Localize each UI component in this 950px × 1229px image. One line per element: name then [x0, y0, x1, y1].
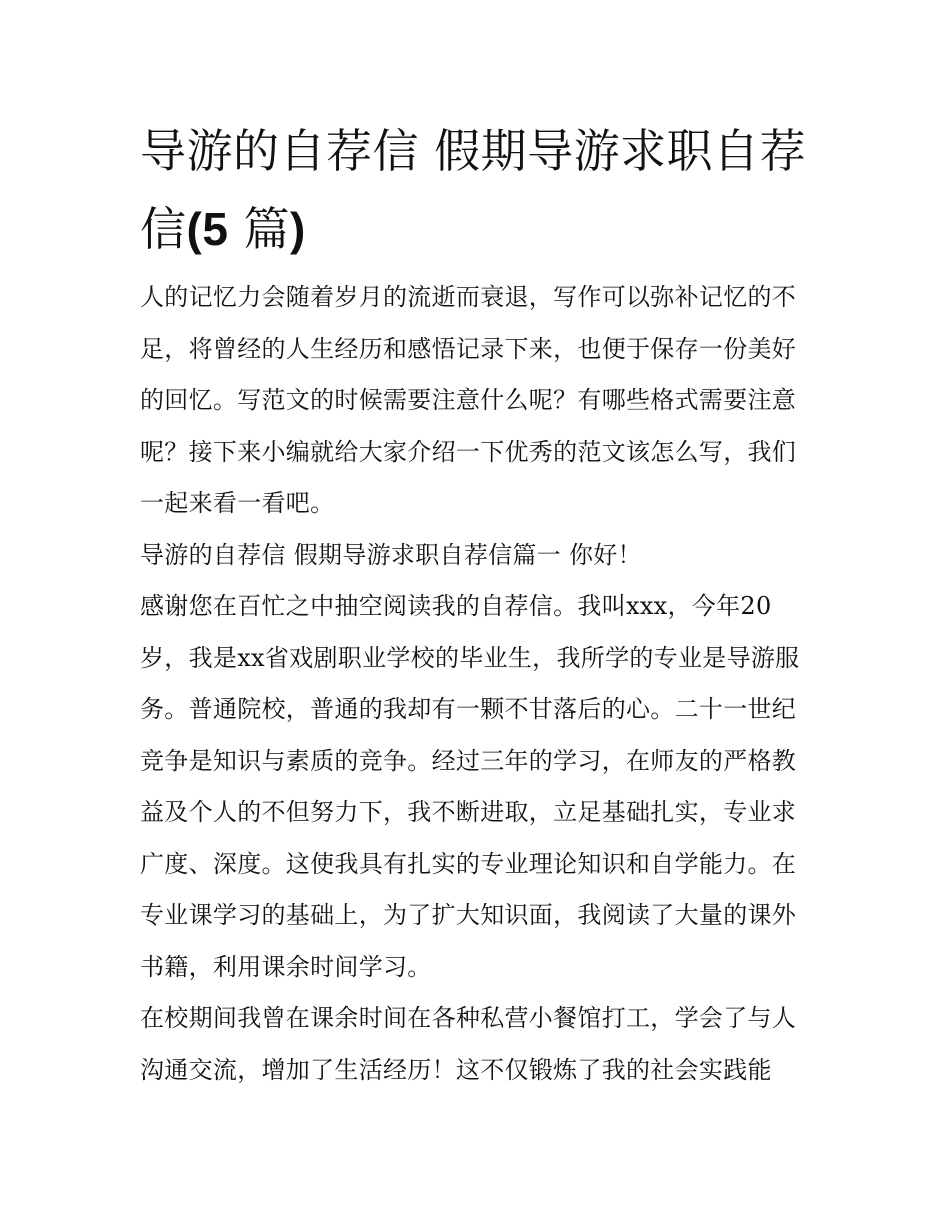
title-count-close: ): [290, 203, 306, 255]
section-heading: 导游的自荐信 假期导游求职自荐信篇一 你好！: [140, 540, 642, 569]
title-count-unit: 篇: [243, 202, 291, 256]
title-text: 导游的自荐信 假期导游求职自荐信: [140, 124, 807, 256]
page-title: [140, 112, 820, 268]
body-paragraph: 感谢您在百忙之中抽空阅读我的自荐信。我叫xxx，今年20岁，我是xx省戏剧职业学校的毕业生，我所学的专业是导游服务。普通院校，普通的我却有一颗不甘落后的心。二十一世纪竞争是知识与素质的竞争。经过三年的学习，在师友的严格教益及个人的不但努力下，我不断进取，立足基础扎实，专业求广度、深度。这使我具有扎实的专业理论知识和自学能力。在专业课学习的基础上，为了扩大知识面，我阅读了大量的课外书籍，利用课余时间学习。: [140, 592, 800, 981]
intro-paragraph: 人的记忆力会随着岁月的流逝而衰退，写作可以弥补记忆的不足，将曾经的人生经历和感悟记录下来，也便于保存一份美好的回忆。写范文的时候需要注意什么呢？有哪些格式需要注意呢？接下来小编就给大家介绍一下优秀的范文该怎么写，我们一起来看一看吧。: [140, 283, 797, 517]
document-body: [140, 272, 820, 1096]
body-paragraph: 在校期间我曾在课余时间在各种私营小餐馆打工，学会了与人沟通交流，增加了生活经历！这不仅锻炼了我的社会实践能: [140, 1004, 797, 1084]
title-count-open: (5: [186, 203, 229, 255]
